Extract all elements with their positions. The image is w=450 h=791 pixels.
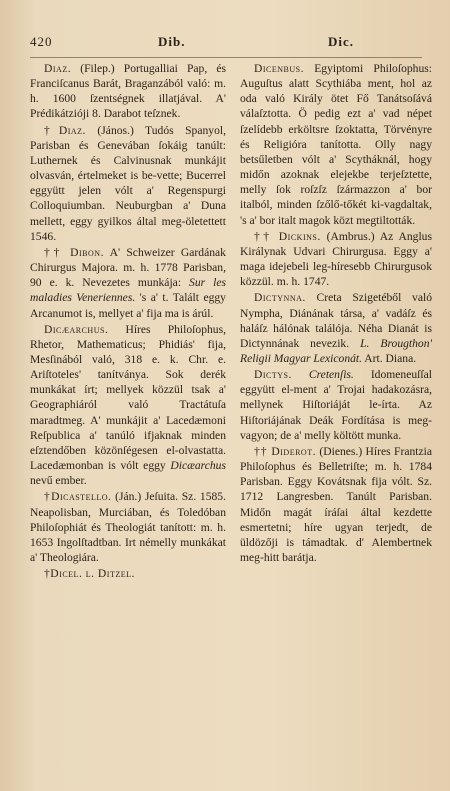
headword: Dicæarchus.: [44, 322, 109, 336]
headword: †Diaz.: [44, 123, 86, 137]
entry-dicaearchus: [30, 322, 226, 489]
headword: †† Dibon.: [44, 245, 104, 259]
entry-tail: nevű ember.: [30, 474, 87, 488]
headword: †Dicastello.: [44, 490, 112, 504]
right-column: [240, 60, 432, 565]
entry-tail: 's a' t. Talált eggy Arcanumot is, mellyet a' fija ma is árúl.: [30, 291, 226, 320]
guide-word-right: Dic.: [328, 34, 355, 49]
guide-word-left: Dib.: [158, 34, 186, 49]
entry-dibon: [30, 245, 226, 321]
entry-diderot: [240, 444, 432, 565]
entry-text: (Ján.) Jeſuita. Sz. 1585. Neapolisban, Murciában, és Toledóban Philoſophiát és Theologiát tanított: m. h. 1653 Ingolſtadtban. Irt némelly munkákat a' Theologiára.: [30, 490, 226, 564]
left-column: [30, 60, 226, 581]
entry-dicastello: [30, 489, 226, 565]
entry-text: [292, 368, 309, 381]
headword: †† Diderot.: [254, 444, 316, 458]
entry-text: (Dienes.) Híres Frantzia Philoſophus és Belletriſte; m. h. 1784 Parisban. Eggy Kovátsnak fija vólt. Sz. 1712 Langresben. Tanúlt Parisban. Midőn magát íráſai által kezdette esmertetni; híre ugyan terjedt, de üldözőji is támadtak. d' Alembertnek meg-hitt barátja.: [240, 444, 433, 564]
headword: Dictys.: [254, 368, 292, 382]
running-header: [30, 34, 420, 56]
headword: †Dicel. l. Ditzel.: [44, 567, 135, 581]
headword: Dictynna.: [254, 291, 306, 305]
entry-italic: Sur les maladies Veneriennes.: [30, 276, 226, 305]
entry-diaz-filep: [30, 61, 226, 122]
entry-tail: Art. Diana.: [362, 351, 417, 365]
headword: †† Dickins.: [254, 229, 321, 243]
entry-text: (János.) Tudós Spanyol, Parisban és Genevában ſokáig tanúlt: Luthernek és Calvinusnak munkájit olvasván, értelmeket is be-vette; Bucerrel eggyütt jelen vólt a' Regenspurgi Colloquiumban. Neuburgban a' Duna mellett, eggy gyilkos által meg-öletettett 1546.: [30, 123, 226, 243]
entry-text: Creta Szigetéből való Nympha, Diánának társa, a' vadáſz és haláſz hálónak találója. Néha Dianát is Dictynnának nevezik.: [240, 291, 432, 350]
entry-text: Egyiptomi Philoſophus: Auguſtus alatt Scythiába ment, hol az oda való Király ötet Fő Tanátsoſává válaſztotta. Ö pedig ezt a' vad népet ſzelídebb erköltsre ſzoktatta, Törvényre és Religióra tanította. Olly nagy betsűletben vólt a' Scytháknál, hogy midőn azoknak elejekbe terjeſztette, melly ſok roſzſz ſzármazzon a' bor italból, minden ſzőlő-tőkét ki-vagdaltak, 's a' bor italt magok közt megtiltották.: [240, 62, 432, 227]
entry-dickins: [240, 229, 432, 290]
entry-dictynna: [240, 290, 432, 366]
header-rule: [30, 57, 422, 58]
entry-text: A' Schweizer Gardának Chirurgus Majora. m. h. 1778 Parisban, 90 e. k. Nevezetes munkája:: [30, 245, 226, 290]
entry-text: (Filep.) Portugalliai Pap, és Franciſcanus Barát, Braganzából való: m. h. 1600 ſzentségnek illatjával. A' Prédikátzióji 8. Darabot teſznek.: [30, 62, 226, 121]
entry-dicel: [30, 566, 226, 581]
entry-diaz-janos: [30, 123, 226, 244]
entry-dictys: [240, 367, 432, 443]
entry-italic: L. Brougthon' Religii Magyar Lexiconát.: [240, 336, 433, 365]
page-number: 420: [30, 34, 53, 49]
entry-italic: Dicæarchus: [170, 459, 226, 473]
entry-text: (Ambrus.) Az Anglus Királynak Udvari Chirurgusa. Eggy a' maga idejebeli leg-híresebb Chirurgusok közzül. m. h. 1747.: [240, 229, 432, 289]
entry-dicenbus: [240, 61, 432, 228]
entry-text: Híres Philoſophus, Rhetor, Mathematicus; Phidiás' fija, Mesſinából való, 318 e. k. Chr. e. Ariſtoteles' tanítványa. Sok derék munkákat írt; mellyek közzül tsak a' Geographiáról való Tractátuſa maradtmeg. A' munkájit a' Lacedæmoni Reſpublica a' tanúló ifjaknak minden eſztendőben közönſégesen el-olvastatta. Lacedæmonban is vólt eggy: [30, 322, 226, 473]
headword: Diaz.: [44, 62, 72, 75]
headword: Dicenbus.: [254, 62, 304, 75]
entry-tail: Idomeneuſſal eggyütt el-ment a' Trojai hadakozásra, mellynek Hiſtoriáját le-írta. Az Hiſtoriájának Deák Fordítása is meg-vagyon; de a' melly költött munka.: [240, 368, 432, 442]
entry-italic: Cretenſis.: [308, 368, 354, 382]
